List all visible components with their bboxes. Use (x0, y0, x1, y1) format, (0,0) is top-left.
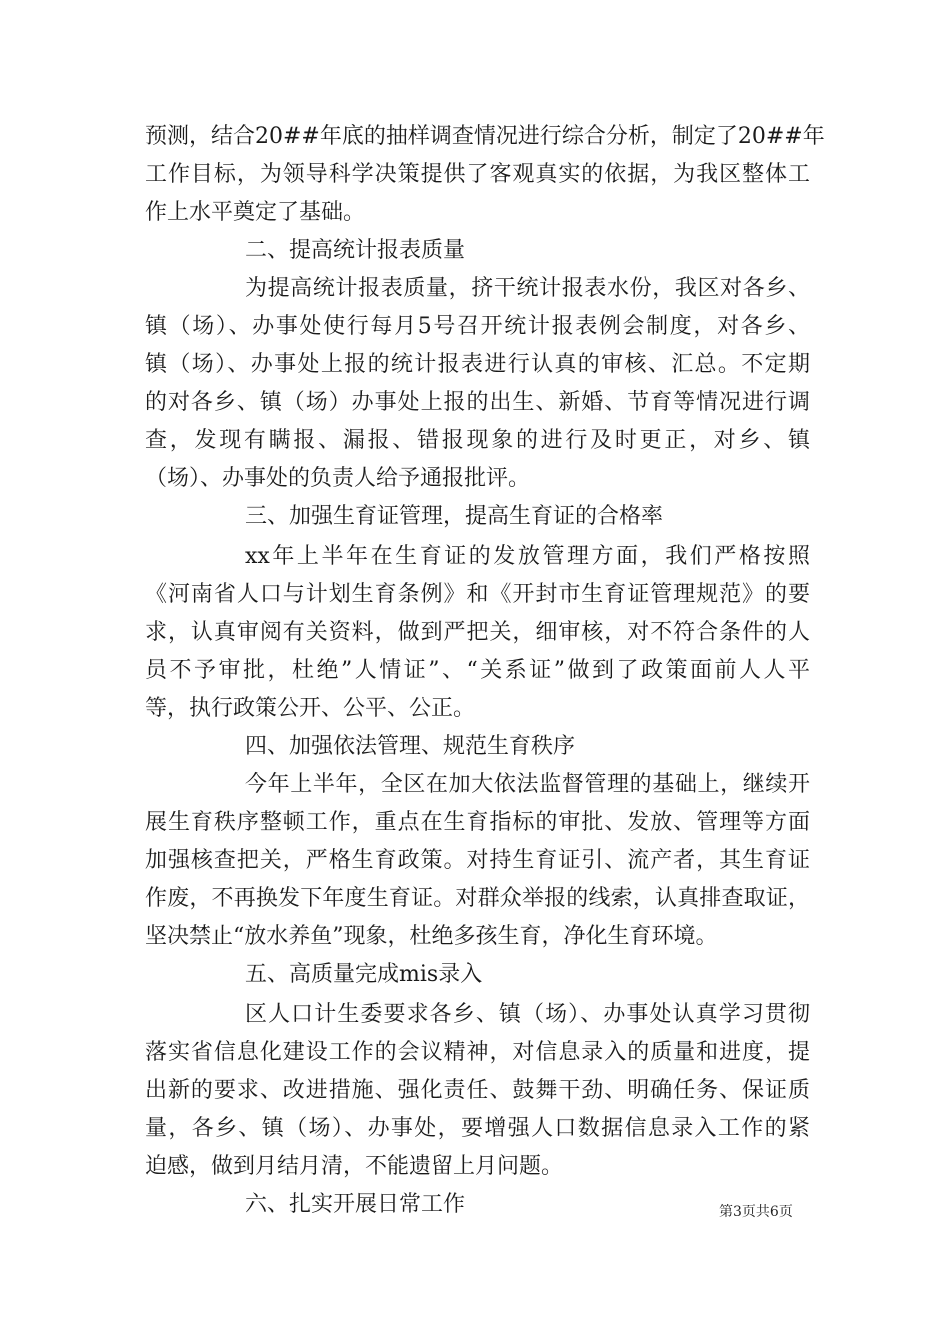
paragraph-line: 出新的要求、改进措施、强化责任、鼓舞干劲、明确任务、保证质 (145, 1078, 810, 1103)
section-heading: 五、高质量完成mis录入 (245, 962, 483, 987)
paragraph-line: 求，认真审阅有关资料，做到严把关，细审核，对不符合条件的人 (145, 620, 810, 645)
paragraph-line: 迫感，做到月结月清，不能遗留上月问题。 (145, 1154, 564, 1179)
paragraph-line: 镇（场）、办事处使行每月5号召开统计报表例会制度，对各乡、 (145, 314, 810, 339)
section-heading: 三、加强生育证管理，提高生育证的合格率 (245, 504, 664, 529)
paragraph-line: 预测，结合20##年底的抽样调查情况进行综合分析，制定了20##年 (145, 124, 825, 149)
paragraph-line: 工作目标，为领导科学决策提供了客观真实的依据，为我区整体工 (145, 162, 810, 187)
page-number: 第3页共6页 (719, 1204, 793, 1220)
paragraph-line: （场）、办事处的负责人给予通报批评。 (145, 466, 531, 491)
paragraph-line: 作废，不再换发下年度生育证。对群众举报的线索，认真排查取证， (145, 886, 810, 911)
paragraph-line: 加强核查把关，严格生育政策。对持生育证引、流产者，其生育证 (145, 848, 810, 873)
paragraph-line: 区人口计生委要求各乡、镇（场）、办事处认真学习贯彻 (245, 1002, 810, 1027)
paragraph-line: 量，各乡、镇（场）、办事处，要增强人口数据信息录入工作的紧 (145, 1116, 810, 1141)
paragraph-line: xx年上半年在生育证的发放管理方面，我们严格按照 (245, 544, 810, 569)
section-heading: 六、扎实开展日常工作 (245, 1192, 466, 1217)
paragraph-line: 《河南省人口与计划生育条例》和《开封市生育证管理规范》的要 (145, 582, 810, 607)
paragraph-line: 的对各乡、镇（场）办事处上报的出生、新婚、节育等情况进行调 (145, 390, 810, 415)
section-heading: 二、提高统计报表质量 (245, 238, 466, 263)
paragraph-line: 落实省信息化建设工作的会议精神，对信息录入的质量和进度，提 (145, 1040, 810, 1065)
paragraph-line: 坚决禁止“放水养鱼”现象，杜绝多孩生育，净化生育环境。 (145, 924, 718, 949)
paragraph-line: 作上水平奠定了基础。 (145, 200, 366, 225)
paragraph-line: 展生育秩序整顿工作，重点在生育指标的审批、发放、管理等方面 (145, 810, 810, 835)
paragraph-line: 员不予审批，杜绝”人情证”、“关系证”做到了政策面前人人平 (145, 658, 810, 683)
paragraph-line: 为提高统计报表质量，挤干统计报表水份，我区对各乡、 (245, 276, 810, 301)
paragraph-line: 今年上半年，全区在加大依法监督管理的基础上，继续开 (245, 772, 810, 797)
section-heading: 四、加强依法管理、规范生育秩序 (245, 734, 576, 759)
paragraph-line: 查，发现有瞒报、漏报、错报现象的进行及时更正，对乡、镇 (145, 428, 810, 453)
paragraph-line: 等，执行政策公开、公平、公正。 (145, 696, 476, 721)
paragraph-line: 镇（场）、办事处上报的统计报表进行认真的审核、汇总。不定期 (145, 352, 810, 377)
